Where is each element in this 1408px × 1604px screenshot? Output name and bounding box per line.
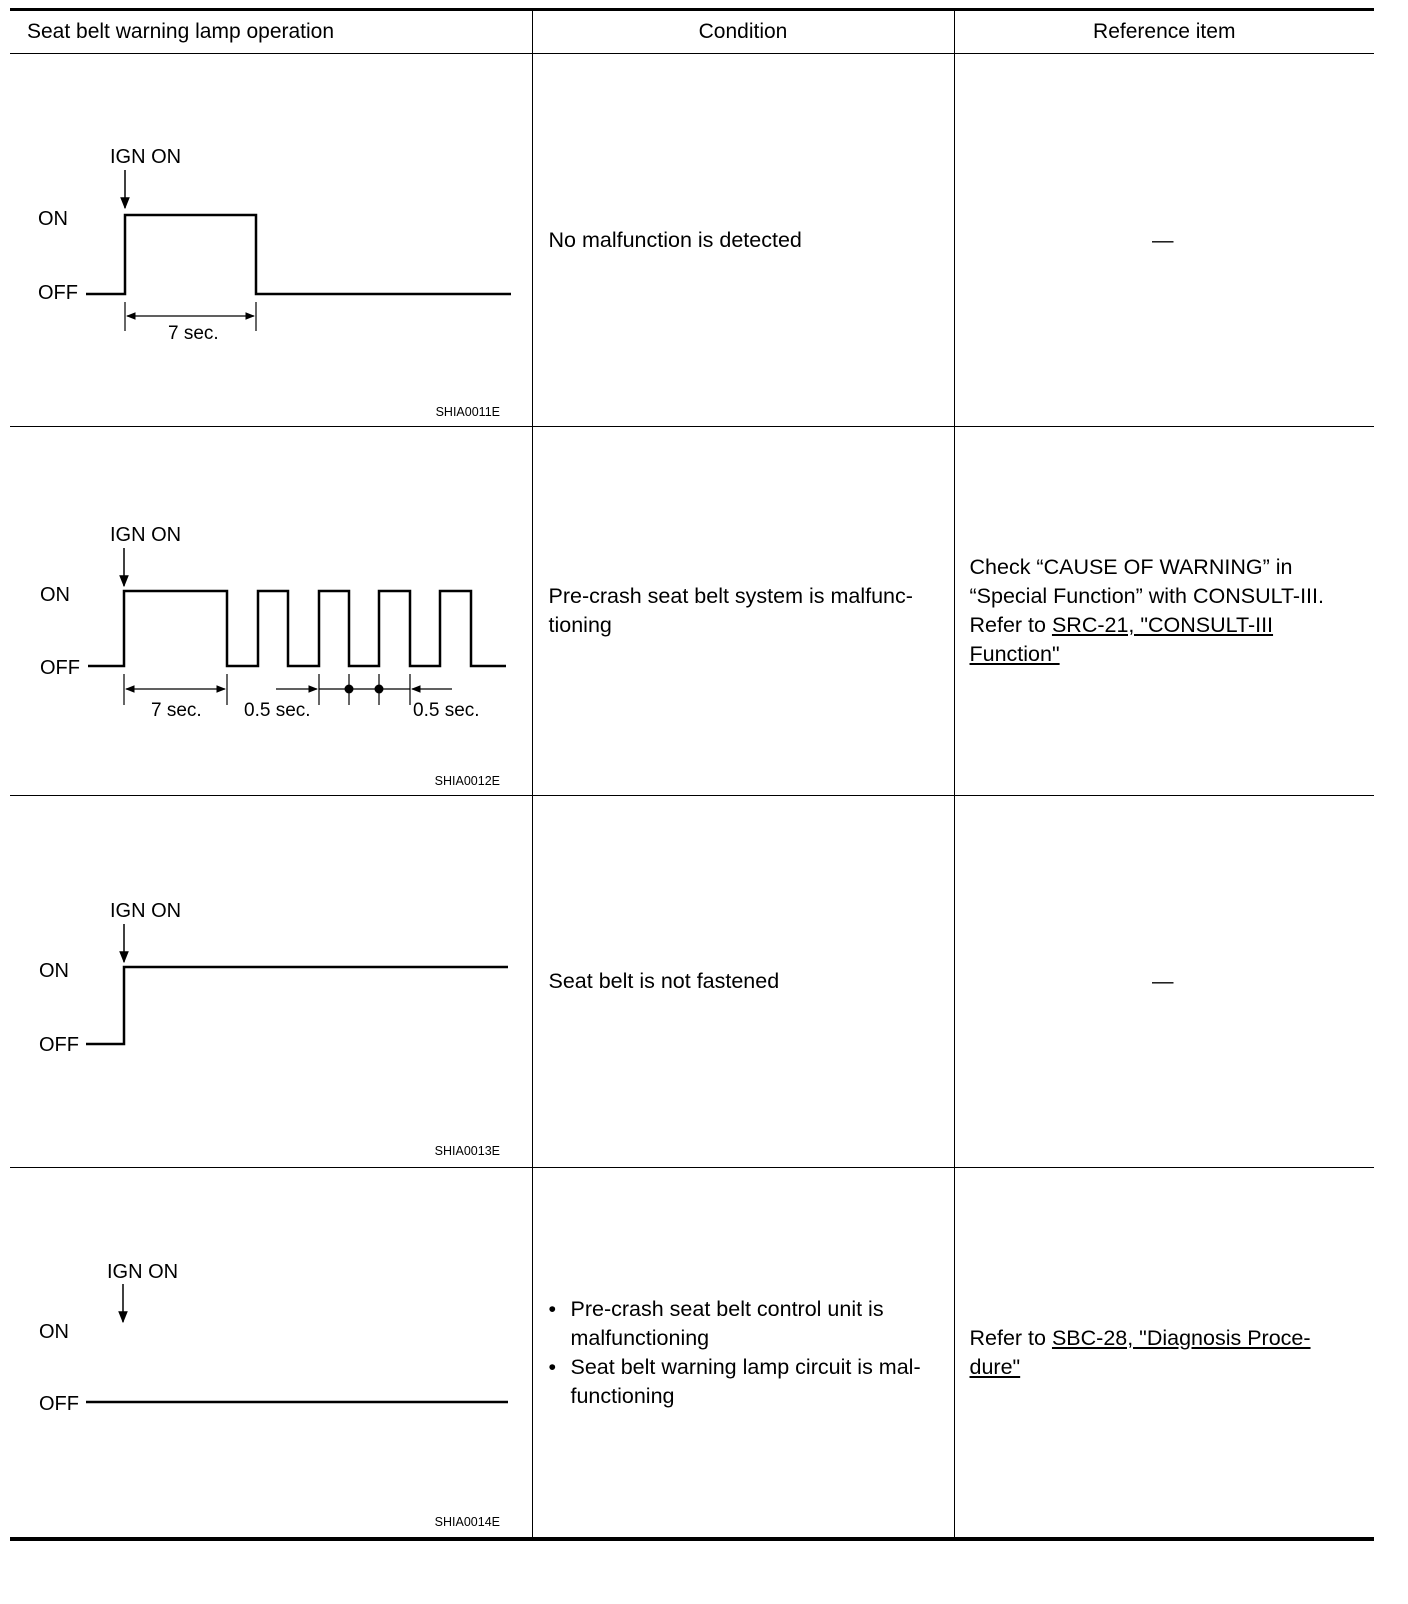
list-item: • Pre-crash seat belt control unit is malfunctioning (549, 1295, 942, 1353)
ign-on-label: IGN ON (110, 524, 182, 546)
ign-on-label: IGN ON (110, 900, 182, 922)
reference-text: Check “CAUSE OF WARNING” in “Special Function” with CONSULT-III. (969, 555, 1324, 608)
reference-cell: — (954, 796, 1374, 1168)
reference-refer (970, 611, 1357, 669)
diagram-cell (10, 796, 532, 1168)
lamp-signal-waveform (86, 967, 508, 1044)
header-reference: Reference item (954, 10, 1374, 54)
reference-cell (954, 427, 1374, 796)
diagram-cell (10, 54, 532, 427)
off-label: OFF (40, 657, 80, 679)
off-label: OFF (39, 1034, 79, 1056)
reference-refer (970, 1324, 1357, 1382)
lamp-timing-diagram-3 (10, 796, 532, 1167)
table-row (10, 796, 1374, 1168)
condition-list (549, 1295, 942, 1411)
refer-prefix: Refer to (969, 1325, 1052, 1350)
on-label: ON (39, 1321, 69, 1343)
reference-link[interactable]: SBC-28, "Diagnosis Proce-dure" (969, 1325, 1311, 1379)
dimension-dot (375, 685, 384, 694)
off-label: OFF (38, 282, 78, 304)
ign-on-label: IGN ON (107, 1261, 179, 1283)
on-label: ON (38, 208, 68, 230)
lamp-signal-waveform (88, 591, 506, 666)
on-label: ON (40, 584, 70, 606)
reference-link[interactable]: SRC-21, "CONSULT-III Function" (969, 613, 1274, 666)
dimension-dot (345, 685, 354, 694)
diagram-cell (10, 427, 532, 796)
refer-prefix: Refer to (969, 613, 1052, 637)
table-row (10, 1168, 1374, 1540)
duration-label: 7 sec. (168, 323, 219, 344)
figure-id: SHIA0013E (434, 1144, 500, 1158)
ign-on-label: IGN ON (110, 146, 182, 168)
list-item: • Seat belt warning lamp circuit is mal-functioning (549, 1353, 942, 1411)
lamp-timing-diagram-2 (10, 427, 532, 795)
condition-cell: Pre-crash seat belt system is malfunc-tioning (532, 427, 954, 796)
off-label: OFF (39, 1393, 79, 1415)
duration-label: 7 sec. (151, 700, 202, 721)
reference-cell: — (954, 54, 1374, 427)
half-sec-label: 0.5 sec. (413, 700, 480, 721)
header-condition: Condition (532, 10, 954, 54)
figure-id: SHIA0014E (434, 1515, 500, 1529)
on-label: ON (39, 960, 69, 982)
header-row (10, 10, 1374, 54)
condition-cell: No malfunction is detected (532, 54, 954, 427)
seat-belt-warning-table (10, 8, 1374, 1541)
figure-id: SHIA0011E (435, 405, 500, 419)
table-row (10, 54, 1374, 427)
figure-id: SHIA0012E (434, 774, 500, 788)
lamp-signal-waveform (86, 215, 511, 294)
header-operation: Seat belt warning lamp operation (10, 10, 532, 54)
condition-cell: Seat belt is not fastened (532, 796, 954, 1168)
lamp-timing-diagram-1 (10, 54, 532, 426)
table-row (10, 427, 1374, 796)
lamp-timing-diagram-4 (10, 1168, 532, 1537)
condition-cell (532, 1168, 954, 1540)
diagram-cell (10, 1168, 532, 1540)
half-sec-label: 0.5 sec. (244, 700, 311, 721)
reference-cell (954, 1168, 1374, 1540)
